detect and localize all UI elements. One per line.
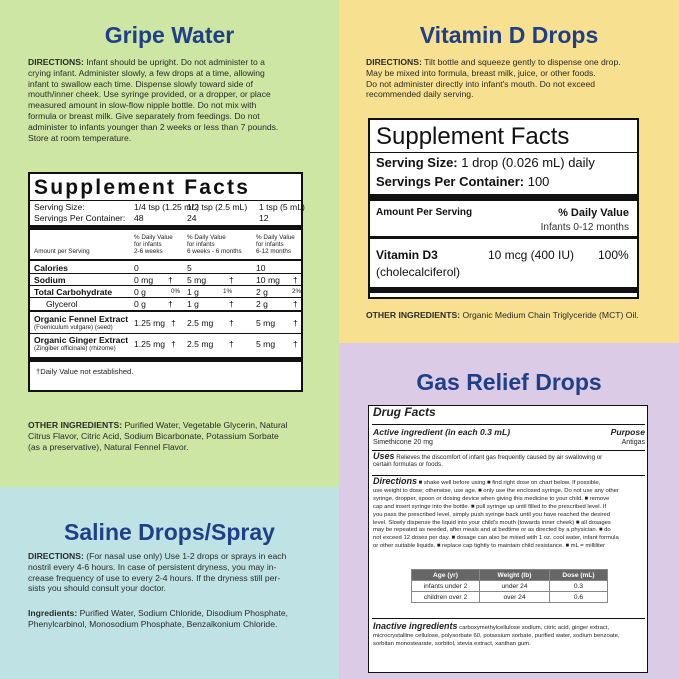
vitamin-d-amount: 10 mcg (400 IU): [488, 248, 575, 262]
saline-title: Saline Drops/Spray: [64, 519, 275, 545]
gripe-dv-header: for infants: [134, 241, 162, 248]
gripe-amount-label: Amount per Serving: [34, 248, 90, 255]
gripe-serving-size-label: Serving Size:: [34, 202, 85, 212]
vitamin-d-other-ingredients: [366, 310, 676, 321]
dose-table-cell: infants under 2: [412, 581, 480, 592]
vitamin-d-serving-size-label: Serving Size:: [376, 155, 458, 170]
vitamin-d-other-label: OTHER INGREDIENTS:: [366, 310, 461, 320]
gripe-nutrient-value: 0 mg: [134, 275, 154, 285]
vitamin-d-servings: 100: [524, 174, 550, 189]
gripe-nutrient-dv: 1%: [223, 288, 233, 295]
gas-directions-line: not exceed 12 doses per day. ■ dosage can also be mixed with 1 oz. cool water, infant formula: [373, 535, 619, 542]
gas-directions-line: may be repeated as needed, after meals and at bedtime or as directed by a physician. ■ do: [373, 527, 611, 534]
gripe-footnote: †Daily Value not established.: [36, 367, 134, 376]
saline-ingredients: [28, 608, 333, 630]
gripe-directions-line: Infant should be upright. Do not administer to a: [83, 57, 265, 67]
gripe-dv-header: % Daily Value: [256, 234, 295, 241]
gripe-serving-size: 1/2 tsp (2.5 mL): [187, 202, 248, 212]
gas-drug-facts-heading: Drug Facts: [373, 405, 436, 419]
gas-drug-facts: [368, 405, 648, 673]
gripe-nutrient-value: 2 g: [256, 299, 268, 309]
gripe-serving-size: 1 tsp (5 mL): [259, 202, 305, 212]
table-row: [412, 581, 608, 592]
gripe-nutrient-value: 0 g: [134, 299, 146, 309]
gripe-other-ingredients: [28, 420, 328, 452]
dose-table-header: Dose (mL): [550, 570, 608, 581]
vitamin-d-serving-size: 1 drop (0.026 mL) daily: [457, 155, 595, 170]
vitamin-d-other-text: Organic Medium Chain Triglyceride (MCT) Oil.: [460, 310, 639, 320]
gripe-directions-label: DIRECTIONS:: [28, 57, 84, 67]
gripe-extract-dv: †: [171, 318, 176, 328]
gripe-nutrient-dv: †: [229, 275, 234, 285]
gas-purpose-label: Purpose: [610, 427, 645, 437]
gripe-extract-name: Organic Fennel Extract: [34, 314, 129, 324]
gripe-directions-line: mouth/inner cheek. Use syringe provided, or a dropper, or place: [28, 89, 271, 100]
gripe-other-line: (as a preservative), Natural Fennel Flavor.: [28, 441, 189, 452]
gas-active-ingredient: Simethicone 20 mg: [373, 439, 433, 446]
dose-table-cell: over 24: [480, 592, 550, 603]
gripe-dv-header: % Daily Value: [134, 234, 173, 241]
gas-directions-line: level. Slowly dispense the liquid into your child's mouth (towards inner cheek) ■ all dosages: [373, 519, 611, 526]
gripe-extract-dv: †: [293, 318, 298, 328]
gas-purpose: Antigas: [621, 439, 645, 446]
gripe-nutrient-value: 1 g: [187, 287, 199, 297]
gripe-nutrient-dv: 0%: [171, 288, 181, 295]
gripe-water-panel: [0, 0, 339, 487]
gripe-dv-header: % Daily Value: [187, 234, 226, 241]
gas-active-label: Active ingredient (in each 0.3 mL): [373, 427, 511, 437]
gripe-nutrient-dv: †: [168, 299, 173, 309]
gas-directions-line: use weight to dose; otherwise, use age. ■ only use the enclosed syringe. Do not use any other: [373, 487, 619, 494]
gas-directions-label: Directions: [373, 476, 418, 486]
saline-directions-line: nostril every 4-6 hours. In case of persistent dryness, you may in-: [28, 561, 277, 572]
dose-table-header: Age (yr): [412, 570, 480, 581]
dose-table-cell: 0.6: [550, 592, 608, 603]
saline-directions-line: (For nasal use only) Use 1-2 drops or sprays in each: [83, 551, 287, 561]
gas-uses-line: Relieves the discomfort of infant gas frequently caused by air swallowing or: [394, 454, 603, 461]
saline-ingredients-line: Phenylcarbinol, Monosodium Phosphate, Benzalkonium Chloride.: [28, 618, 278, 629]
gripe-nutrient-value: 0: [134, 263, 139, 273]
gripe-servings: 48: [134, 213, 144, 223]
gripe-extract-value: 5 mg: [256, 318, 276, 328]
gripe-supplement-facts: [28, 172, 303, 392]
gas-directions-line: or other suitable liquids. ■ replace cap tightly to maintain child resistance. ■ mL = milliliter: [373, 543, 605, 550]
gas-directions-line: ■ shake well before using ■ find right dose on chart below. If possible,: [417, 480, 601, 486]
vitamin-d-nutrient-sub: (cholecalciferol): [376, 265, 461, 279]
gripe-nutrient-dv: †: [168, 275, 173, 285]
vitamin-d-directions-line: recommended daily serving.: [366, 89, 474, 100]
gripe-extract-dv: †: [229, 318, 234, 328]
gripe-dv-header: for infants: [187, 241, 215, 248]
vitamin-d-facts-heading: Supplement Facts: [376, 123, 570, 150]
vitamin-d-directions-label: DIRECTIONS:: [366, 57, 422, 67]
gas-inactive-line: carboxymethylcellulose sodium, citric acid, ginger extract,: [457, 625, 610, 631]
gripe-extract-value: 1.25 mg: [134, 339, 166, 349]
gripe-extract-name: Organic Ginger Extract: [34, 335, 129, 345]
gas-uses-label: Uses: [373, 451, 395, 461]
saline-directions: [28, 551, 333, 594]
dose-table-header: Weight (lb): [480, 570, 550, 581]
gripe-nutrient-value: 10 mg: [256, 275, 280, 285]
gripe-directions-line: administer to infants younger than 2 weeks or less than 7 pounds.: [28, 121, 279, 132]
table-row: [412, 592, 608, 603]
gripe-servings: 12: [259, 213, 269, 223]
gripe-extract-value: 2.5 mg: [187, 318, 214, 328]
dose-table-cell: children over 2: [412, 592, 480, 603]
saline-directions-line: crease frequency of use to every 2-4 hours. If the dryness still per-: [28, 572, 281, 583]
gripe-nutrient-name: Calories: [34, 263, 68, 273]
vitamin-d-supplement-facts: [368, 118, 639, 299]
vitamin-d-directions-line: Tilt bottle and squeeze gently to dispense one drop.: [421, 57, 621, 67]
gripe-servings: 24: [187, 213, 197, 223]
gas-inactive-line: microcrystalline cellulose, polysorbate 60, potassium sorbate, purified water, sodium benzoate,: [373, 633, 620, 639]
gripe-dv-header: 6 weeks - 6 months: [187, 248, 242, 255]
gripe-nutrient-value: 1 g: [187, 299, 199, 309]
gripe-extract-value: 5 mg: [256, 339, 276, 349]
vitamin-d-dv-label: % Daily Value: [558, 207, 629, 219]
gripe-nutrient-name: Sodium: [34, 275, 66, 285]
gripe-dv-header: for infants: [256, 241, 284, 248]
gripe-nutrient-dv: †: [293, 299, 298, 309]
dose-table-cell: under 24: [480, 581, 550, 592]
gripe-servings-label: Servings Per Container:: [34, 213, 126, 223]
gripe-nutrient-value: 2 g: [256, 287, 268, 297]
vitamin-d-dv-sub: Infants 0-12 months: [540, 222, 629, 233]
saline-ingredients-line: Purified Water, Sodium Chloride, Disodium Phosphate,: [77, 608, 288, 618]
saline-directions-line: sists you should consult your doctor.: [28, 583, 167, 594]
gas-directions-line: cap and insert syringe into the bottle. ■ pull syringe up until filled to the prescribed level. If: [373, 503, 607, 510]
gripe-nutrient-value: 10: [256, 263, 266, 273]
saline-panel: [0, 487, 339, 679]
vitamin-d-amount-label: Amount Per Serving: [376, 207, 473, 218]
dose-table-cell: 0.3: [550, 581, 608, 592]
gripe-extract-dv: †: [293, 339, 298, 349]
vitamin-d-dv: 100%: [598, 248, 629, 262]
gripe-facts-heading: Supplement Facts: [34, 176, 251, 199]
gripe-directions-line: crying infant. Administer slowly, a few drops at a time, allowing: [28, 67, 265, 78]
gripe-extract-value: 1.25 mg: [134, 318, 166, 328]
gripe-nutrient-dv: †: [293, 275, 298, 285]
gripe-extract-dv: †: [229, 339, 234, 349]
gripe-extract-sub: (Foeniculum vulgare) (seed): [34, 324, 113, 331]
gripe-nutrient-name: Glycerol: [46, 299, 78, 309]
vitamin-d-directions-line: May be mixed into formula, breast milk, juice, or other foods.: [366, 67, 596, 78]
gas-inactive-line: sorbitan monostearate, sorbitol, stevia extract, xanthan gum.: [373, 641, 531, 647]
gripe-extract-value: 2.5 mg: [187, 339, 214, 349]
gripe-nutrient-value: 5: [187, 263, 192, 273]
vitamin-d-servings-label: Servings Per Container:: [376, 174, 525, 189]
gripe-extract-sub: (Zingiber officinale) (rhizome): [34, 345, 116, 352]
gripe-directions-line: infant to swallow each time. Dispense slowly toward side of: [28, 78, 253, 89]
gripe-dv-header: 6-12 months: [256, 248, 292, 255]
gas-directions-line: you pass the prescribed level, simply push syringe back until you have reached the desired: [373, 511, 611, 518]
gripe-nutrient-name: Total Carbohydrate: [34, 287, 113, 297]
gripe-directions: [28, 57, 328, 143]
gripe-directions-line: Store at room temperature.: [28, 132, 132, 143]
gas-uses-line: certain formulas or foods.: [373, 461, 443, 469]
gripe-directions-line: formula or breast milk. Give separately from feedings. Do not: [28, 110, 260, 121]
vitamin-d-title: Vitamin D Drops: [419, 22, 599, 48]
gas-relief-title: Gas Relief Drops: [416, 369, 602, 395]
saline-directions-label: DIRECTIONS:: [28, 551, 84, 561]
vitamin-d-directions-line: Do not administer directly into infant's mouth. Do not exceed: [366, 78, 596, 89]
gripe-other-line: Purified Water, Vegetable Glycerin, Natural: [122, 420, 288, 430]
gripe-nutrient-dv: †: [229, 299, 234, 309]
gripe-nutrient-dv: 2%: [292, 288, 302, 295]
gripe-directions-line: measured amount in slow-flow nipple bottle. Do not mix with: [28, 100, 257, 111]
gas-dose-table: [411, 569, 608, 603]
gripe-dv-header: 2-6 weeks: [134, 248, 163, 255]
saline-ingredients-label: Ingredients:: [28, 608, 78, 618]
gas-directions-line: syringe, dropper, spoon or dosing device when giving this medicine to your child. ■ remove: [373, 495, 610, 502]
gripe-serving-size: 1/4 tsp (1.25 mL): [134, 202, 199, 212]
gripe-nutrient-value: 5 mg: [187, 275, 207, 285]
gripe-extract-dv: †: [171, 339, 176, 349]
gripe-other-label: OTHER INGREDIENTS:: [28, 420, 123, 430]
gas-inactive-label: Inactive ingredients: [373, 621, 458, 631]
gripe-nutrient-value: 0 g: [134, 287, 146, 297]
gripe-other-line: Citrus Flavor, Citric Acid, Sodium Bicarbonate, Potassium Sorbate: [28, 430, 279, 441]
vitamin-d-nutrient: Vitamin D3: [376, 248, 438, 262]
gripe-water-title: Gripe Water: [104, 22, 235, 48]
vitamin-d-directions: [366, 57, 666, 100]
